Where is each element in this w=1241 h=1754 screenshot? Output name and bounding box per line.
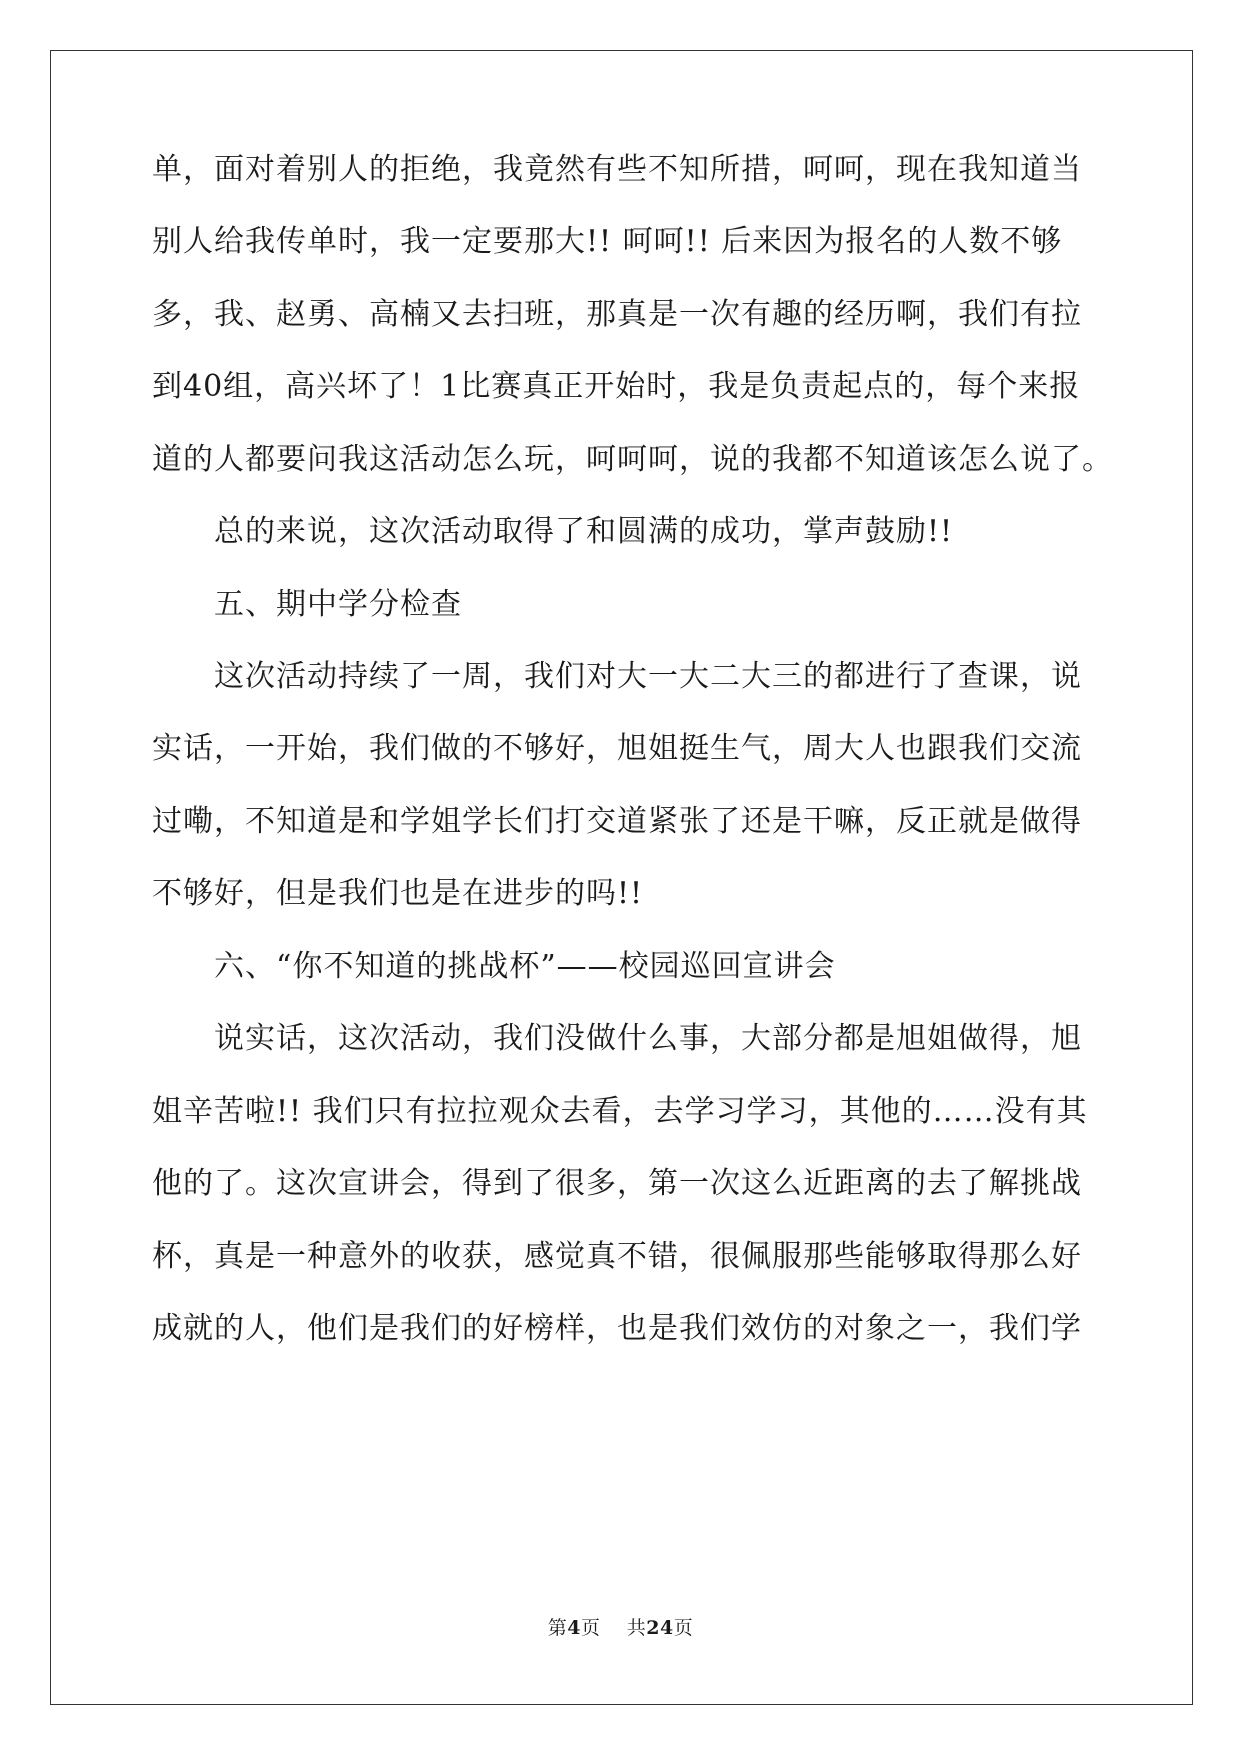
text-line: 姐辛苦啦!! 我们只有拉拉观众去看，去学习学习，其他的……没有其 xyxy=(152,1094,1088,1129)
text-line: 别人给我传单时，我一定要那大!! 呵呵!! 后来因为报名的人数不够 xyxy=(152,224,1063,259)
text-line: 不够好，但是我们也是在进步的吗!! xyxy=(152,876,644,911)
text-line: 单，面对着别人的拒绝，我竟然有些不知所措，呵呵，现在我知道当 xyxy=(152,152,1082,187)
text-line: 多，我、赵勇、高楠又去扫班，那真是一次有趣的经历啊，我们有拉 xyxy=(152,297,1082,332)
section-heading: 六、“你不知道的挑战杯”——校园巡回宣讲会 xyxy=(214,949,836,984)
text-line: 道的人都要问我这活动怎么玩，呵呵呵，说的我都不知道该怎么说了。 xyxy=(152,442,1113,477)
total-suffix: 页 xyxy=(673,1617,694,1639)
text-line: 他的了。这次宣讲会，得到了很多，第一次这么近距离的去了解挑战 xyxy=(152,1166,1082,1201)
text-line: 杯，真是一种意外的收获，感觉真不错，很佩服那些能够取得那么好 xyxy=(152,1239,1082,1274)
text-line: 过嘞，不知道是和学姐学长们打交道紧张了还是干嘛，反正就是做得 xyxy=(152,804,1082,839)
text-line: 成就的人，他们是我们的好榜样，也是我们效仿的对象之一，我们学 xyxy=(152,1311,1082,1346)
text-line: 到40组，高兴坏了！1比赛真正开始时，我是负责起点的，每个来报 xyxy=(152,369,1081,404)
page-footer xyxy=(0,1616,1241,1640)
total-prefix: 共 xyxy=(626,1617,647,1639)
page-number: 4 xyxy=(567,1617,582,1639)
page-prefix: 第 xyxy=(547,1617,568,1639)
page-suffix: 页 xyxy=(581,1617,601,1639)
total-pages: 24 xyxy=(646,1617,674,1639)
section-heading: 五、期中学分检查 xyxy=(214,587,462,622)
paragraph-line: 这次活动持续了一周，我们对大一大二大三的都进行了查课，说 xyxy=(214,659,1082,694)
text-line: 实话，一开始，我们做的不够好，旭姐挺生气，周大人也跟我们交流 xyxy=(152,731,1082,766)
paragraph-line: 总的来说，这次活动取得了和圆满的成功，掌声鼓励!! xyxy=(214,514,954,549)
paragraph-line: 说实话，这次活动，我们没做什么事，大部分都是旭姐做得，旭 xyxy=(214,1021,1082,1056)
